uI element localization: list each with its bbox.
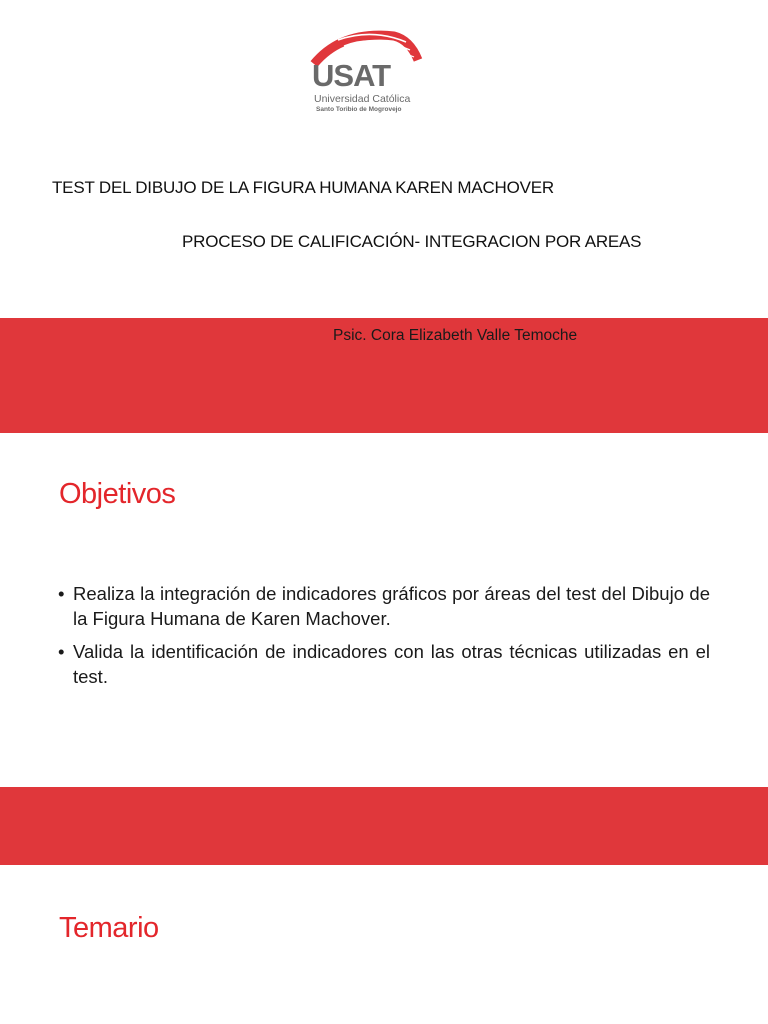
author-name: Psic. Cora Elizabeth Valle Temoche	[333, 327, 578, 344]
bullet-icon: •	[58, 583, 65, 604]
logo-university-subtitle: Santo Toribio de Mogrovejo	[316, 106, 402, 113]
list-item	[58, 639, 710, 689]
slide-title: TEST DEL DIBUJO DE LA FIGURA HUMANA KAREN MACHOVER	[52, 178, 554, 197]
slide-subtitle: PROCESO DE CALIFICACIÓN- INTEGRACION POR AREAS	[182, 232, 642, 251]
temario-heading: Temario	[59, 912, 159, 944]
usat-logo	[308, 26, 428, 118]
divider-red-band	[0, 787, 768, 865]
list-item-text: Valida la identificación de indicadores con las otras técnicas utilizadas en el test.	[73, 641, 710, 687]
bullet-icon: •	[58, 641, 65, 662]
objectives-list	[58, 581, 710, 697]
list-item-text: Realiza la integración de indicadores gráficos por áreas del test del Dibujo de la Figura Humana de Karen Machover.	[73, 583, 710, 629]
logo-university-name: Universidad Católica	[314, 93, 411, 105]
list-item	[58, 581, 710, 631]
objectives-heading: Objetivos	[59, 478, 176, 510]
logo-brand-text: USAT	[312, 58, 391, 93]
